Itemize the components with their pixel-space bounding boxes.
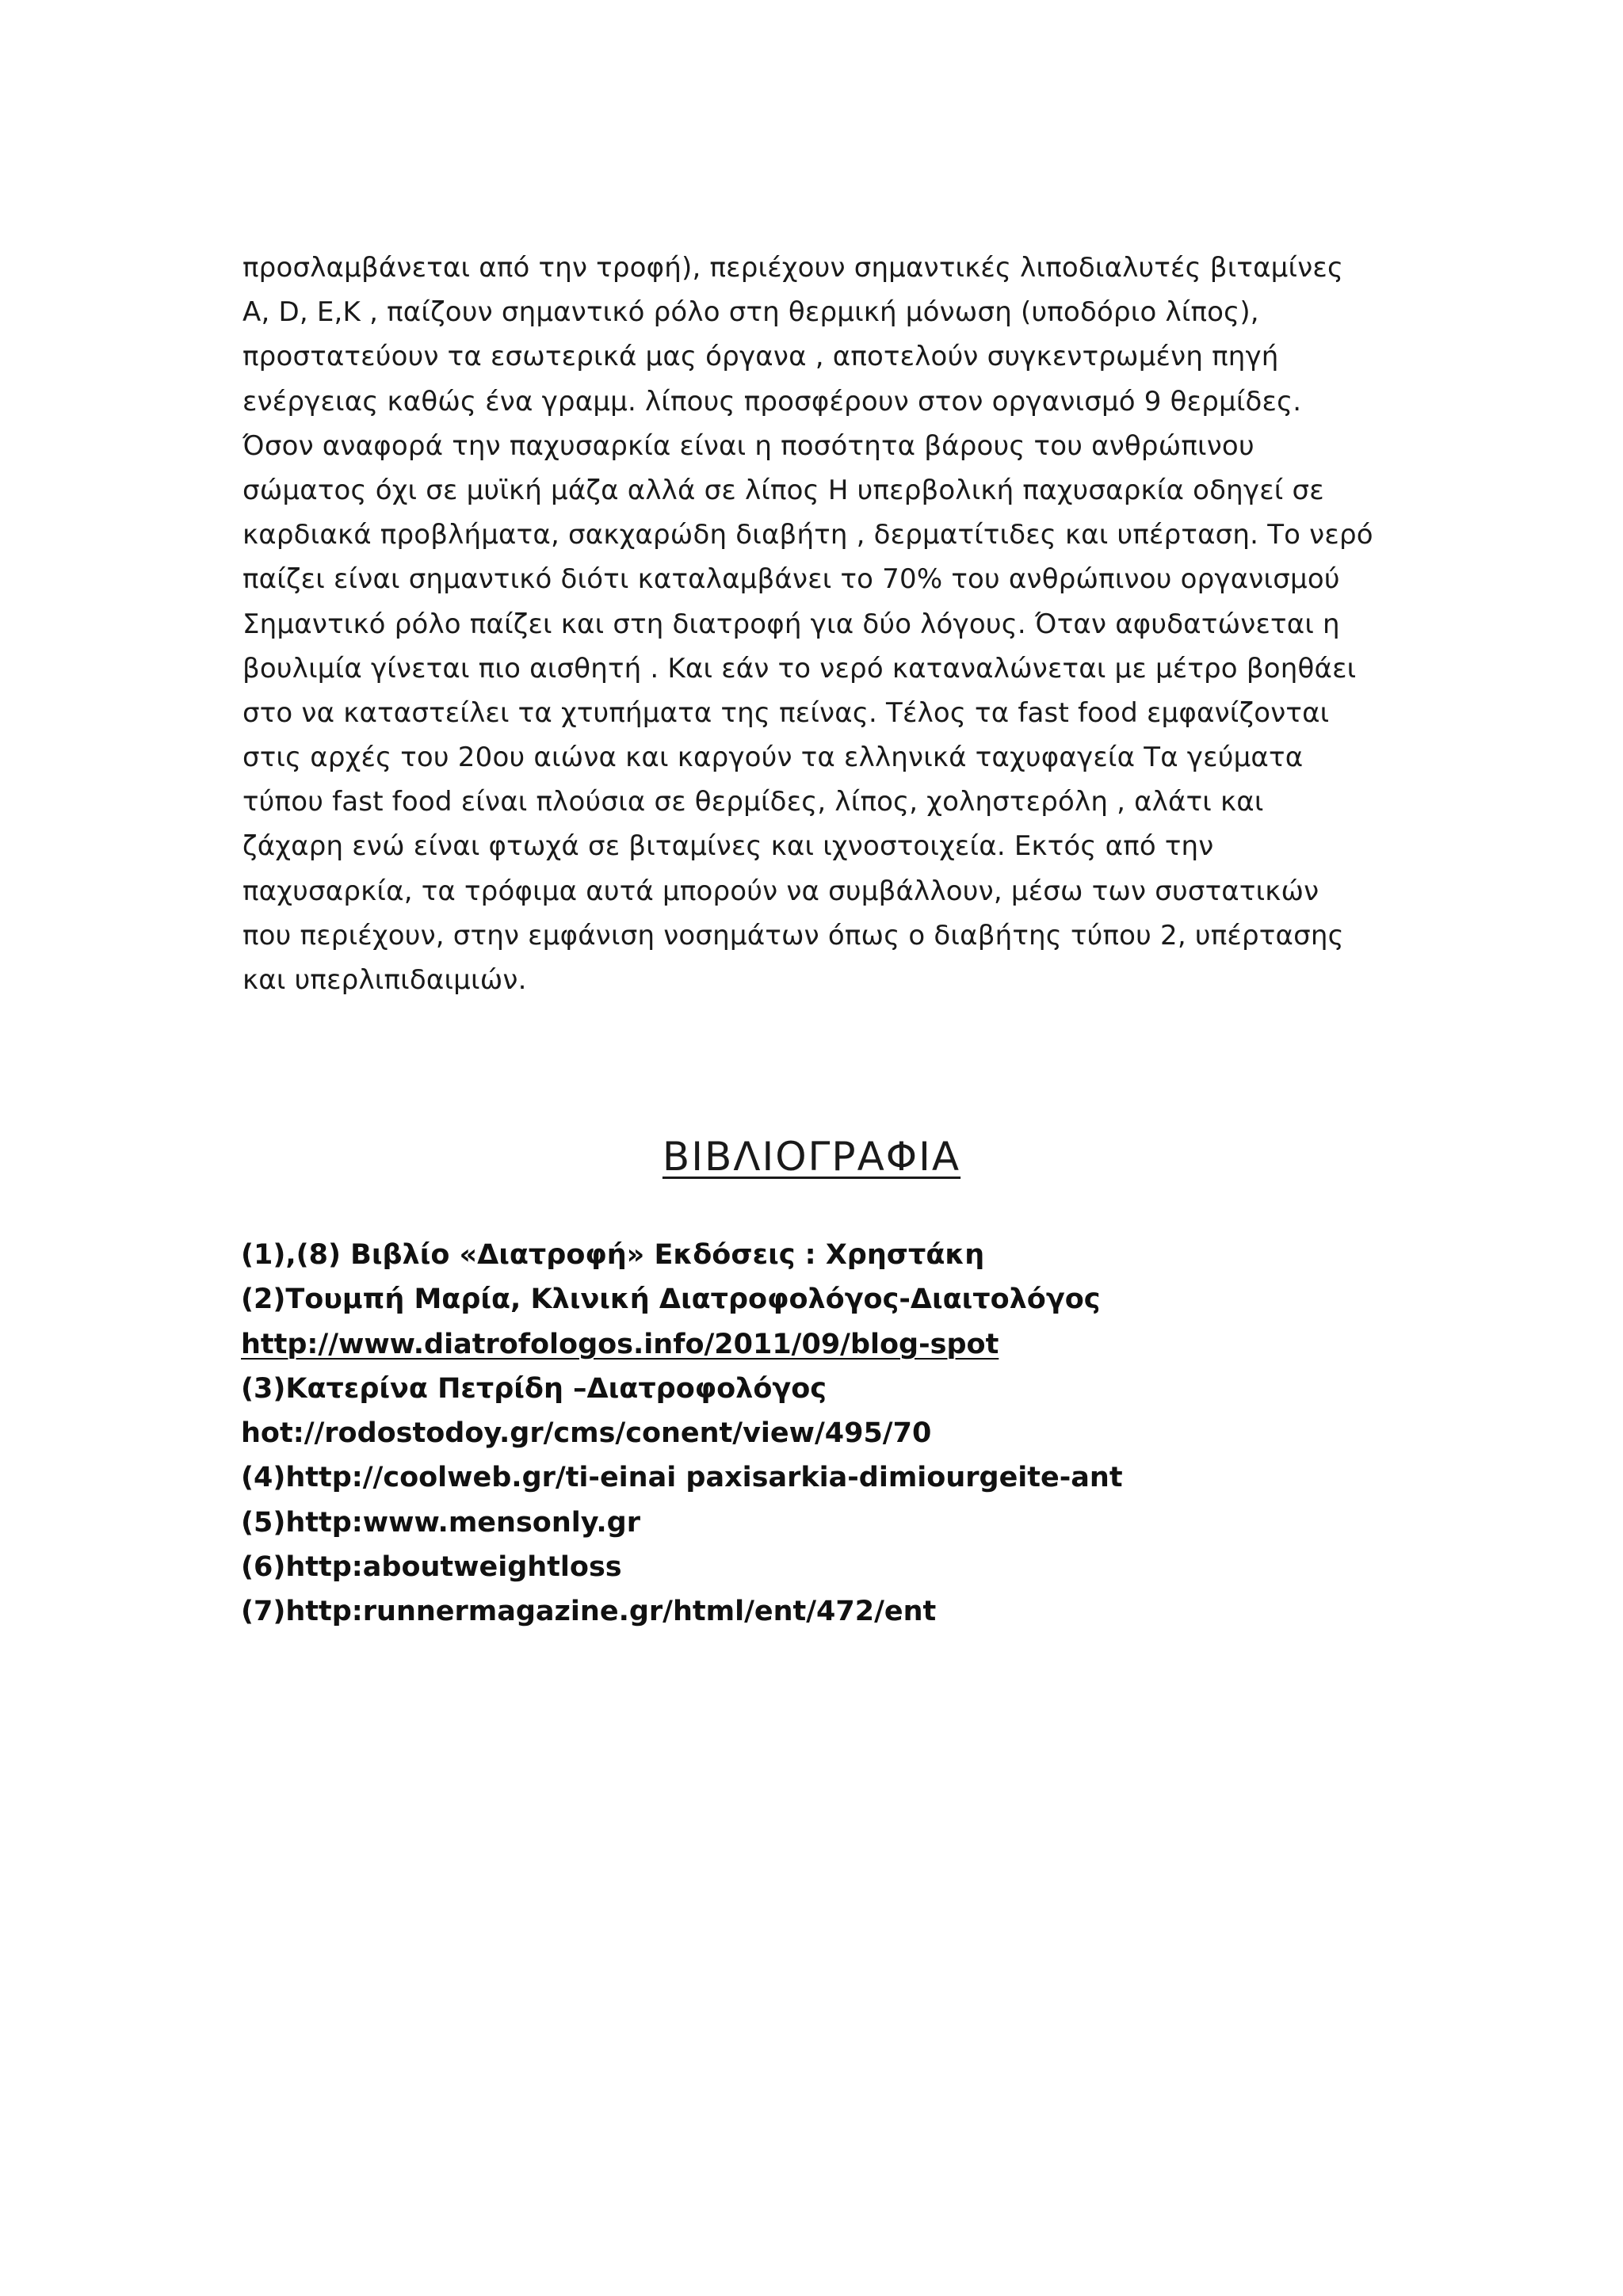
body-line: και υπερλιπιδαιμιών. [242,964,527,996]
body-line: προστατεύουν τα εσωτερικά μας όργανα , αποτελούν συγκεντρωμένη πηγή [242,341,1279,373]
reference-item: (2)Τουμπή Μαρία, Κλινική Διατροφολόγος-Διαιτολόγος [241,1283,1101,1316]
body-line: ενέργειας καθώς ένα γραμμ. λίπους προσφέρουν στον οργανισμό 9 θερμίδες. [242,385,1302,418]
reference-item: (5)http:www.mensonly.gr [241,1506,640,1539]
reference-item: (7)http:runnermagazine.gr/html/ent/472/ent [241,1596,937,1628]
body-line: ζάχαρη ενώ είναι φτωχά σε βιταμίνες και ιχνοστοιχεία. Εκτός από την [242,830,1214,863]
reference-link[interactable]: http://www.diatrofologos.info/2011/09/blog-spot [241,1328,999,1360]
body-line: παίζει είναι σημαντικό διότι καταλαμβάνει το 70% του ανθρώπινου οργανισμού [242,563,1340,596]
bibliography-heading [0,1131,1623,1182]
body-line: προσλαμβάνεται από την τροφή), περιέχουν σημαντικές λιποδιαλυτές βιταμίνες [242,252,1344,284]
body-line: παχυσαρκία, τα τρόφιμα αυτά μπορούν να συμβάλλουν, μέσω των συστατικών [242,875,1319,907]
reference-item: (6)http:aboutweightloss [241,1551,622,1584]
body-line: καρδιακά προβλήματα, σακχαρώδη διαβήτη , δερματίτιδες και υπέρταση. Το νερό [242,519,1373,551]
body-line: Όσον αναφορά την παχυσαρκία είναι η ποσότητα βάρους του ανθρώπινου [242,429,1254,462]
reference-item: (1),(8) Βιβλίο «Διατροφή» Εκδόσεις : Χρηστάκη [241,1239,985,1271]
body-line: στο να καταστείλει τα χτυπήματα της πείνας. Τέλος τα fast food εμφανίζονται [242,696,1330,729]
body-line: σώματος όχι σε μυϊκή μάζα αλλά σε λίπος Η υπερβολική παχυσαρκία οδηγεί σε [242,474,1324,506]
body-line: στις αρχές του 20ου αιώνα και καργούν τα ελληνικά ταχυφαγεία Τα γεύματα [242,742,1304,774]
body-line: που περιέχουν, στην εμφάνιση νοσημάτων όπως ο διαβήτης τύπου 2, υπέρτασης [242,919,1344,952]
bibliography-heading-text: ΒΙΒΛΙΟΓΡΑΦΙΑ [662,1134,961,1180]
reference-item: hot://rodostodoy.gr/cms/conent/view/495/70 [241,1417,932,1450]
reference-item: (3)Κατερίνα Πετρίδη –Διατροφολόγος [241,1372,827,1405]
bibliography-list [241,1233,1509,1634]
body-paragraph [242,246,1431,1002]
body-line: βουλιμία γίνεται πιο αισθητή . Και εάν το νερό καταναλώνεται με μέτρο βοηθάει [242,652,1357,685]
body-line: A, D, E,K , παίζουν σημαντικό ρόλο στη θερμική μόνωση (υποδόριο λίπος), [242,296,1259,329]
body-line: τύπου fast food είναι πλούσια σε θερμίδες, λίπος, χοληστερόλη , αλάτι και [242,786,1264,818]
body-line: Σημαντικό ρόλο παίζει και στη διατροφή για δύο λόγους. Όταν αφυδατώνεται η [242,608,1340,640]
reference-item: (4)http://coolweb.gr/ti-einai paxisarkia-dimiourgeite-ant [241,1462,1123,1494]
